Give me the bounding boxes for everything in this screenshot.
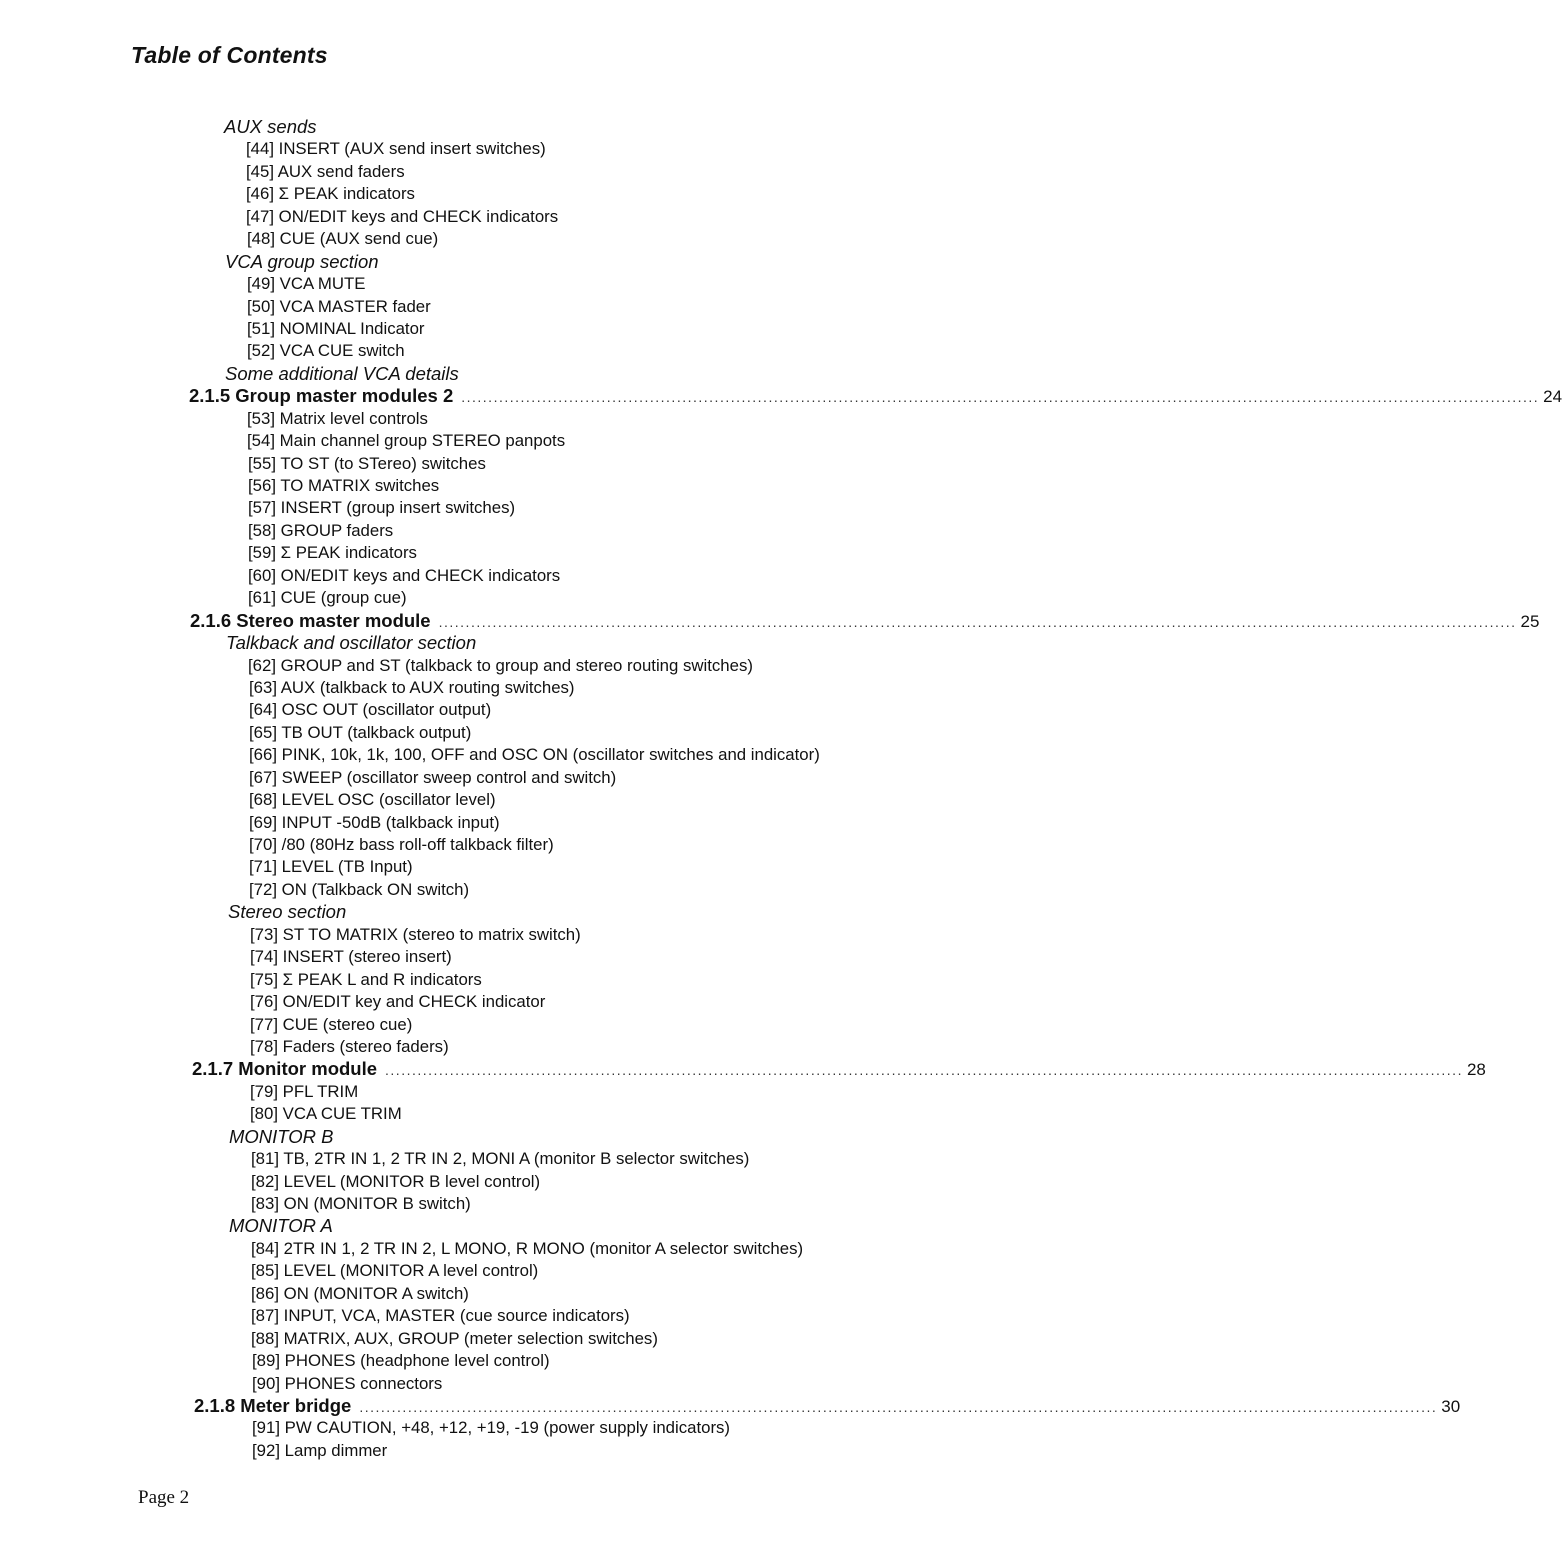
page-number: Page 2: [138, 1487, 190, 1508]
toc-item: [89] PHONES (headphone level control): [252, 1351, 550, 1371]
section-page-number: 24: [1543, 387, 1562, 407]
toc-item: [90] PHONES connectors: [252, 1373, 443, 1393]
toc-item: [70] /80 (80Hz bass roll-off talkback filter): [249, 835, 554, 854]
section-page-number: 28: [1466, 1060, 1486, 1080]
toc-item: [72] ON (Talkback ON switch): [249, 879, 470, 899]
toc-section-entry: [0, 609, 1540, 632]
toc-item: [56] TO MATRIX switches: [248, 476, 440, 495]
toc-item: [74] INSERT (stereo insert): [250, 947, 452, 967]
toc-item: [88] MATRIX, AUX, GROUP (meter selection switches): [251, 1328, 658, 1348]
toc-item: [51] NOMINAL Indicator: [247, 318, 425, 338]
section-title: 2.1.6 Stereo master module: [190, 609, 431, 631]
toc-item: [65] TB OUT (talkback output): [249, 722, 472, 742]
dot-leader: ........................................................................................................................................................................................................: [385, 1062, 1463, 1079]
toc-item: [48] CUE (AUX send cue): [247, 229, 439, 249]
toc-item: [75] Σ PEAK L and R indicators: [250, 969, 482, 989]
toc-item: [69] INPUT -50dB (talkback input): [249, 812, 500, 832]
toc-item: [55] TO ST (to STereo) switches: [248, 453, 486, 473]
toc-item: [82] LEVEL (MONITOR B level control): [251, 1171, 541, 1191]
toc-item: [54] Main channel group STEREO panpots: [247, 431, 566, 451]
toc-item: [60] ON/EDIT keys and CHECK indicators: [248, 565, 561, 585]
toc-item: [52] VCA CUE switch: [247, 341, 405, 361]
section-page-number: 30: [1441, 1396, 1461, 1416]
toc-item: [68] LEVEL OSC (oscillator level): [249, 790, 496, 810]
toc-subsection-heading: AUX sends: [224, 116, 317, 137]
toc-subsection-heading: Some additional VCA details: [225, 362, 459, 384]
section-page-number: 25: [1520, 611, 1540, 631]
toc-item: [44] INSERT (AUX send insert switches): [246, 139, 546, 159]
toc-item: [61] CUE (group cue): [248, 588, 407, 608]
toc-item: [57] INSERT (group insert switches): [248, 498, 516, 518]
toc-item: [58] GROUP faders: [248, 520, 394, 540]
toc-section-entry: [0, 1058, 1486, 1080]
toc-subsection-heading: MONITOR B: [229, 1125, 334, 1147]
toc-item: [45] AUX send faders: [246, 161, 405, 181]
toc-item: [87] INPUT, VCA, MASTER (cue source indicators): [251, 1306, 630, 1326]
toc-item: [92] Lamp dimmer: [252, 1440, 388, 1460]
toc-item: [77] CUE (stereo cue): [250, 1014, 413, 1034]
toc-item: [79] PFL TRIM: [250, 1081, 359, 1101]
toc-item: [71] LEVEL (TB Input): [249, 857, 413, 877]
toc-subsection-heading: Talkback and oscillator section: [226, 632, 477, 654]
toc-item: [84] 2TR IN 1, 2 TR IN 2, L MONO, R MONO (monitor A selector switches): [251, 1238, 804, 1258]
toc-item: [63] AUX (talkback to AUX routing switches): [249, 677, 575, 697]
toc-item: [53] Matrix level controls: [247, 408, 428, 428]
dot-leader: ........................................................................................................................................................................................................: [438, 613, 1517, 630]
page-title: Table of Contents: [131, 42, 328, 68]
toc-item: [62] GROUP and ST (talkback to group and stereo routing switches): [248, 655, 753, 675]
section-title: 2.1.5 Group master modules 2: [189, 385, 454, 407]
toc-section-entry: [0, 385, 1562, 407]
toc-item: [85] LEVEL (MONITOR A level control): [251, 1261, 539, 1281]
toc-item: [76] ON/EDIT key and CHECK indicator: [250, 992, 546, 1012]
dot-leader: ........................................................................................................................................................................................................: [461, 389, 1540, 406]
toc-item: [83] ON (MONITOR B switch): [251, 1194, 471, 1213]
toc-item: [66] PINK, 10k, 1k, 100, OFF and OSC ON (oscillator switches and indicator): [249, 745, 820, 765]
toc-item: [78] Faders (stereo faders): [250, 1036, 449, 1056]
toc-item: [64] OSC OUT (oscillator output): [249, 700, 492, 720]
table-of-contents: [0, 116, 1562, 1462]
toc-item: [67] SWEEP (oscillator sweep control and switch): [249, 767, 617, 787]
toc-item: [59] Σ PEAK indicators: [248, 543, 417, 563]
toc-item: [47] ON/EDIT keys and CHECK indicators: [246, 206, 559, 226]
toc-item: [81] TB, 2TR IN 1, 2 TR IN 2, MONI A (monitor B selector switches): [251, 1149, 750, 1169]
toc-item: [46] Σ PEAK indicators: [246, 184, 415, 204]
toc-item: [80] VCA CUE TRIM: [250, 1104, 402, 1124]
section-title: 2.1.7 Monitor module: [192, 1058, 378, 1080]
toc-item: [50] VCA MASTER fader: [247, 296, 431, 316]
toc-item: [49] VCA MUTE: [247, 274, 366, 294]
dot-leader: ........................................................................................................................................................................................................: [359, 1398, 1438, 1415]
toc-section-entry: [0, 1394, 1461, 1417]
toc-item: [86] ON (MONITOR A switch): [251, 1283, 469, 1303]
section-title: 2.1.8 Meter bridge: [194, 1394, 352, 1416]
toc-item: [91] PW CAUTION, +48, +12, +19, -19 (power supply indicators): [252, 1418, 731, 1438]
toc-subsection-heading: MONITOR A: [229, 1215, 333, 1237]
toc-subsection-heading: VCA group section: [225, 250, 379, 272]
toc-item: [73] ST TO MATRIX (stereo to matrix switch): [250, 924, 581, 944]
toc-subsection-heading: Stereo section: [228, 901, 347, 923]
